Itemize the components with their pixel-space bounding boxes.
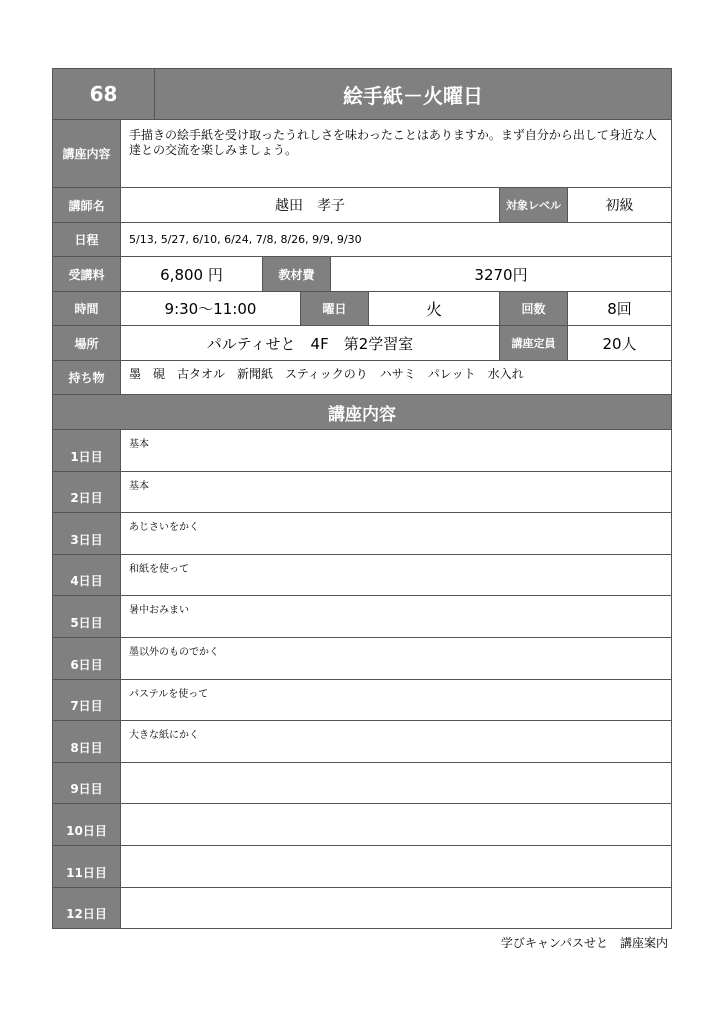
capacity-label: 講座定員 [500, 326, 568, 360]
day-row [52, 513, 672, 555]
footer-text: 学びキャンパスせと 講座案内 [500, 936, 668, 950]
day-label: 6日目 [53, 638, 121, 679]
day-label: 3日目 [53, 513, 121, 554]
description-row [52, 120, 672, 188]
schedule-dates: 5/13, 5/27, 6/10, 6/24, 7/8, 8/26, 9/9, 9/30 [121, 223, 671, 256]
day-row [52, 430, 672, 472]
day-row [52, 888, 672, 930]
sessions-label: 回数 [500, 292, 568, 325]
day-label: 2日目 [53, 472, 121, 513]
day-row [52, 596, 672, 638]
day-label: 12日目 [53, 888, 121, 929]
title-row [52, 68, 672, 120]
day-content: 墨以外のものでかく [121, 638, 671, 679]
day-row [52, 638, 672, 680]
day-content: パステルを使って [121, 680, 671, 721]
day-content: あじさいをかく [121, 513, 671, 554]
day-content [121, 804, 671, 845]
material-fee-label: 教材費 [263, 257, 331, 291]
day-content: 基本 [121, 430, 671, 471]
section-header-row [52, 395, 672, 430]
instructor-row [52, 188, 672, 223]
day-label: 5日目 [53, 596, 121, 637]
level-value: 初級 [568, 188, 671, 222]
day-row [52, 804, 672, 846]
time-label: 時間 [53, 292, 121, 325]
section-title: 講座内容 [53, 395, 671, 429]
day-content: 暑中おみまい [121, 596, 671, 637]
fee-label: 受講料 [53, 257, 121, 291]
day-content [121, 846, 671, 887]
day-row [52, 846, 672, 888]
time-row [52, 292, 672, 326]
day-row [52, 555, 672, 597]
day-content: 和紙を使って [121, 555, 671, 596]
items-row [52, 361, 672, 395]
day-row [52, 680, 672, 722]
schedule-label: 日程 [53, 223, 121, 256]
instructor-label: 講師名 [53, 188, 121, 222]
day-label: 1日目 [53, 430, 121, 471]
fee-row [52, 257, 672, 292]
day-label: 9日目 [53, 763, 121, 804]
items-label: 持ち物 [53, 361, 121, 394]
day-label: 11日目 [53, 846, 121, 887]
course-number: 68 [53, 69, 155, 119]
instructor-name: 越田 孝子 [121, 188, 500, 222]
day-label: 10日目 [53, 804, 121, 845]
day-content [121, 763, 671, 804]
place-value: パルティせと 4F 第2学習室 [121, 326, 500, 360]
course-sheet [52, 68, 672, 929]
days-list [52, 430, 672, 929]
place-row [52, 326, 672, 361]
capacity-value: 20人 [568, 326, 671, 360]
place-label: 場所 [53, 326, 121, 360]
weekday-label: 曜日 [301, 292, 369, 325]
day-content: 基本 [121, 472, 671, 513]
day-label: 8日目 [53, 721, 121, 762]
course-title: 絵手紙－火曜日 [343, 83, 483, 108]
sessions-value: 8回 [568, 292, 671, 325]
day-row [52, 721, 672, 763]
day-content: 大きな紙にかく [121, 721, 671, 762]
items-value: 墨 硯 古タオル 新聞紙 スティックのり ハサミ パレット 水入れ [121, 361, 671, 394]
weekday-value: 火 [369, 292, 500, 325]
day-row [52, 472, 672, 514]
content-label: 講座内容 [53, 120, 121, 187]
time-value: 9:30～11:00 [121, 292, 301, 325]
schedule-row [52, 223, 672, 257]
course-description: 手描きの絵手紙を受け取ったうれしさを味わったことはありますか。まず自分から出して身近な人達との交流を楽しみましょう。 [121, 120, 671, 187]
day-row [52, 763, 672, 805]
day-content [121, 888, 671, 929]
day-label: 7日目 [53, 680, 121, 721]
day-label: 4日目 [53, 555, 121, 596]
material-fee-value: 3270円 [331, 257, 671, 291]
fee-value: 6,800 円 [121, 257, 263, 291]
level-label: 対象レベル [500, 188, 568, 222]
